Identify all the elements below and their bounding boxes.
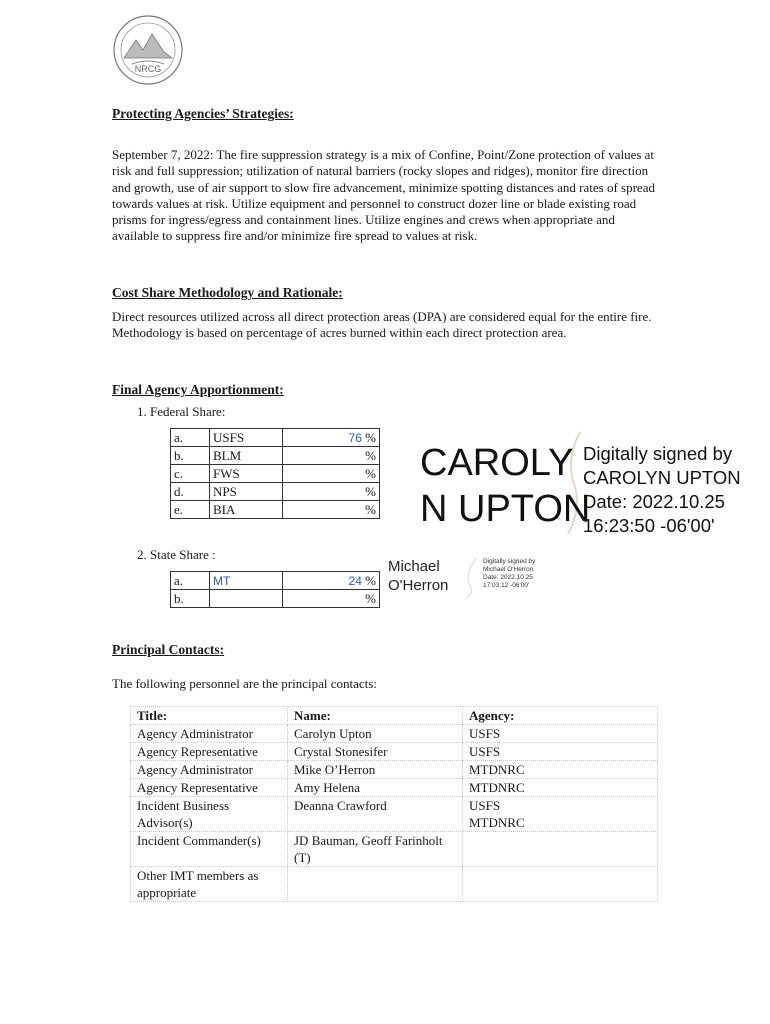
table-row: c. FWS % xyxy=(171,465,380,483)
cost-share-heading: Cost Share Methodology and Rationale: xyxy=(112,285,343,300)
signature-name-upton: CAROLY N UPTON xyxy=(420,442,591,530)
table-row: e. BIA % xyxy=(171,501,380,519)
svg-text:NRCG: NRCG xyxy=(134,64,162,74)
table-row: a. USFS 76 % xyxy=(171,429,380,447)
strategies-heading: Protecting Agencies’ Strategies: xyxy=(112,106,294,121)
apportionment-heading: Final Agency Apportionment: xyxy=(112,382,284,397)
strategies-paragraph: September 7, 2022: The fire suppression strategy is a mix of Confine, Point/Zone protection of values at risk and full suppression; utilization of natural barriers (rocky slopes and ridges), monitor fire direction and growth, use of air support to slow fire advancement, minimize spotting distances and rates of spread towards values at risk. Utilize equipment and personnel to construct dozer line or blade existing road prisms for ingress/egress and containment lines. Utilize engines and crews when appropriate and available to suppress fire and/or minimize fire spread to values at risk. xyxy=(112,147,655,244)
share-value: 24 xyxy=(348,573,362,588)
table-row: b. BLM % xyxy=(171,447,380,465)
signature-flourish-oherron xyxy=(460,556,482,605)
table-row: Agency Representative Amy Helena MTDNRC xyxy=(131,779,658,797)
table-row: Incident Commander(s) JD Bauman, Geoff Farinholt (T) xyxy=(131,832,658,867)
federal-share-label: 1. Federal Share: xyxy=(137,404,226,419)
state-share-label: 2. State Share : xyxy=(137,547,216,562)
table-row: b. % xyxy=(171,590,380,608)
signature-info-upton: Digitally signed by CAROLYN UPTON Date: 2022.10.25 16:23:50 -06'00' xyxy=(583,443,741,536)
cost-share-paragraph: Direct resources utilized across all direct protection areas (DPA) are considered equal for the entire fire. Methodology is based on percentage of acres burned within each direct protection area. xyxy=(112,309,652,341)
signature-info-oherron: Digitally signed by Michael O'Herron Date: 2022.10.25 17:03:12 -06'00' xyxy=(483,558,536,589)
state-share-table xyxy=(170,571,380,608)
signature-name-oherron: Michael O'Herron xyxy=(388,558,449,594)
table-row: Other IMT members as appropriate xyxy=(131,867,658,902)
table-row: d. NPS % xyxy=(171,483,380,501)
agency-seal-logo xyxy=(112,14,184,86)
table-row: Incident Business Advisor(s) Deanna Crawford USFS MTDNRC xyxy=(131,797,658,832)
contacts-table xyxy=(130,706,658,902)
table-header-row: Title: Name: Agency: xyxy=(131,707,658,725)
table-row: Agency Representative Crystal Stonesifer USFS xyxy=(131,743,658,761)
table-row: a. MT 24 % xyxy=(171,572,380,590)
table-row: Agency Administrator Carolyn Upton USFS xyxy=(131,725,658,743)
table-row: Agency Administrator Mike O’Herron MTDNRC xyxy=(131,761,658,779)
contacts-intro: The following personnel are the principal contacts: xyxy=(112,676,377,691)
contacts-heading: Principal Contacts: xyxy=(112,642,225,657)
federal-share-table xyxy=(170,428,380,519)
share-value: 76 xyxy=(348,430,362,445)
